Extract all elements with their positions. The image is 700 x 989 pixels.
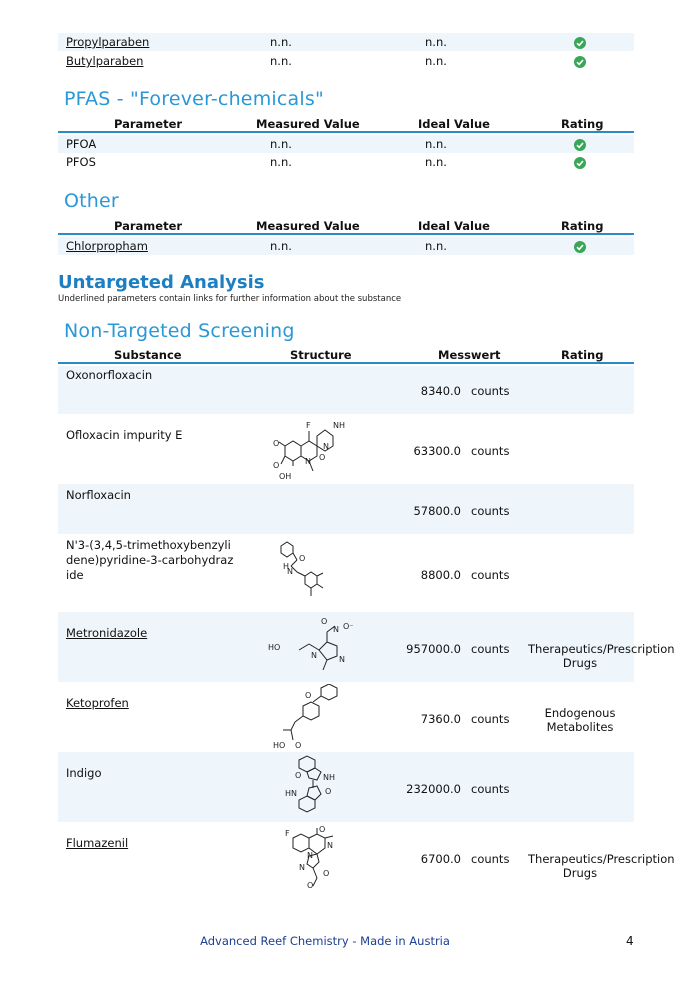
structure-diagram (263, 416, 363, 482)
measured-value: n.n. (270, 239, 292, 253)
table-header (58, 348, 634, 364)
unit: counts (471, 384, 510, 398)
svg-text:O: O (325, 787, 332, 796)
ideal-value: n.n. (425, 137, 447, 151)
table-row (58, 366, 634, 414)
section-title-untargeted: Untargeted Analysis (58, 272, 265, 293)
measured-value: n.n. (270, 35, 292, 49)
table-row (58, 822, 675, 902)
svg-text:H: H (283, 562, 290, 571)
measured-value: 957000.0 (406, 642, 461, 656)
section-title-pfas: PFAS - "Forever-chemicals" (64, 88, 324, 110)
header-structure: Structure (290, 348, 352, 362)
unit: counts (471, 782, 510, 796)
ideal-value: n.n. (425, 35, 447, 49)
structure-diagram (263, 684, 363, 750)
table-row (58, 33, 634, 51)
svg-text:O: O (295, 771, 302, 780)
svg-text:N: N (299, 863, 305, 872)
svg-text:O: O (323, 869, 330, 878)
svg-text:N: N (311, 651, 317, 660)
ideal-value: n.n. (425, 239, 447, 253)
table-row (58, 52, 634, 70)
parameter-link-butylparaben[interactable]: Butylparaben (66, 54, 144, 68)
substance-name: Norfloxacin (66, 488, 131, 502)
measured-value: n.n. (270, 155, 292, 169)
svg-text:O: O (273, 461, 280, 470)
unit: counts (471, 852, 510, 866)
header-ideal: Ideal Value (418, 117, 490, 131)
table-row (58, 237, 634, 255)
section-title-other: Other (64, 190, 119, 212)
unit: counts (471, 712, 510, 726)
unit: counts (471, 568, 510, 582)
table-row (58, 484, 634, 534)
substance-name: Oxonorfloxacin (66, 368, 153, 382)
header-measured: Measured Value (256, 219, 360, 233)
svg-text:O: O (319, 826, 326, 834)
svg-text:N: N (327, 841, 333, 850)
rating-text: Endogenous Metabolites (544, 706, 616, 735)
svg-text:O: O (273, 439, 280, 448)
unit: counts (471, 504, 510, 518)
svg-text:N: N (323, 442, 329, 451)
rating-text: Therapeutics/Prescription Drugs (528, 852, 675, 881)
table-row (58, 682, 634, 752)
table-row (58, 135, 634, 153)
measured-value: 232000.0 (406, 782, 461, 796)
page-number: 4 (626, 934, 634, 948)
header-measured: Measured Value (256, 117, 360, 131)
svg-text:N: N (287, 567, 293, 576)
parameter-link-propylparaben[interactable]: Propylparaben (66, 35, 150, 49)
links-note: Underlined parameters contain links for further information about the substance (58, 294, 402, 304)
check-icon (574, 37, 586, 49)
rating-text: Therapeutics/Prescription Drugs (528, 642, 675, 671)
check-icon (574, 241, 586, 253)
measured-value: 7360.0 (420, 712, 461, 726)
measured-value: 6700.0 (420, 852, 461, 866)
section-title-nts: Non-Targeted Screening (64, 320, 295, 342)
table-row (58, 534, 634, 612)
svg-text:F: F (306, 421, 311, 430)
svg-text:HN: HN (285, 789, 297, 798)
table-row (58, 414, 634, 484)
check-icon (574, 157, 586, 169)
substance-link-ketoprofen[interactable]: Ketoprofen (66, 696, 129, 710)
header-parameter: Parameter (114, 219, 183, 233)
substance-link-flumazenil[interactable]: Flumazenil (66, 836, 129, 850)
svg-text:O: O (305, 691, 312, 700)
table-row (58, 153, 634, 171)
unit: counts (471, 642, 510, 656)
svg-text:F: F (285, 829, 290, 838)
ideal-value: n.n. (425, 155, 447, 169)
substance-name: Ofloxacin impurity E (66, 428, 183, 442)
measured-value: 63300.0 (413, 444, 461, 458)
svg-text:O⁻: O⁻ (343, 622, 354, 631)
svg-text:O: O (321, 617, 328, 626)
substance-name: Indigo (66, 766, 102, 780)
header-ideal: Ideal Value (418, 219, 490, 233)
substance-name: N'3-(3,4,5-trimethoxybenzylidene)pyridine-3-carbohydrazide (66, 538, 234, 582)
svg-text:O: O (319, 453, 326, 462)
svg-text:NH: NH (333, 421, 345, 430)
svg-text:N: N (333, 625, 339, 634)
svg-text:N: N (305, 457, 311, 466)
table-row (58, 612, 675, 682)
svg-text:NH: NH (323, 773, 335, 782)
ideal-value: n.n. (425, 54, 447, 68)
structure-diagram (263, 614, 373, 680)
measured-value: n.n. (270, 137, 292, 151)
measured-value: 8340.0 (420, 384, 461, 398)
footer-text: Advanced Reef Chemistry - Made in Austria (200, 934, 450, 948)
check-icon (574, 139, 586, 151)
svg-text:HO: HO (268, 643, 281, 652)
table-header (58, 219, 634, 235)
parameter-link-chlorpropham[interactable]: Chlorpropham (66, 239, 148, 253)
header-substance: Substance (114, 348, 182, 362)
svg-text:O: O (295, 741, 302, 750)
structure-diagram (263, 826, 363, 896)
svg-text:N: N (307, 851, 313, 860)
header-rating: Rating (561, 348, 604, 362)
svg-text:N: N (339, 655, 345, 664)
measured-value: 57800.0 (413, 504, 461, 518)
header-parameter: Parameter (114, 117, 183, 131)
header-messwert: Messwert (438, 348, 501, 362)
measured-value: 8800.0 (420, 568, 461, 582)
svg-text:HO: HO (273, 741, 286, 750)
structure-diagram (263, 754, 363, 820)
structure-diagram (263, 538, 363, 610)
svg-text:O: O (299, 554, 306, 563)
parameter-name: PFOA (66, 137, 97, 151)
measured-value: n.n. (270, 54, 292, 68)
unit: counts (471, 444, 510, 458)
svg-text:O: O (307, 881, 314, 890)
table-row (58, 752, 634, 822)
substance-link-metronidazole[interactable]: Metronidazole (66, 626, 148, 640)
svg-text:OH: OH (279, 472, 292, 481)
header-rating: Rating (561, 117, 604, 131)
parameter-name: PFOS (66, 155, 96, 169)
header-rating: Rating (561, 219, 604, 233)
table-header (58, 117, 634, 133)
check-icon (574, 56, 586, 68)
